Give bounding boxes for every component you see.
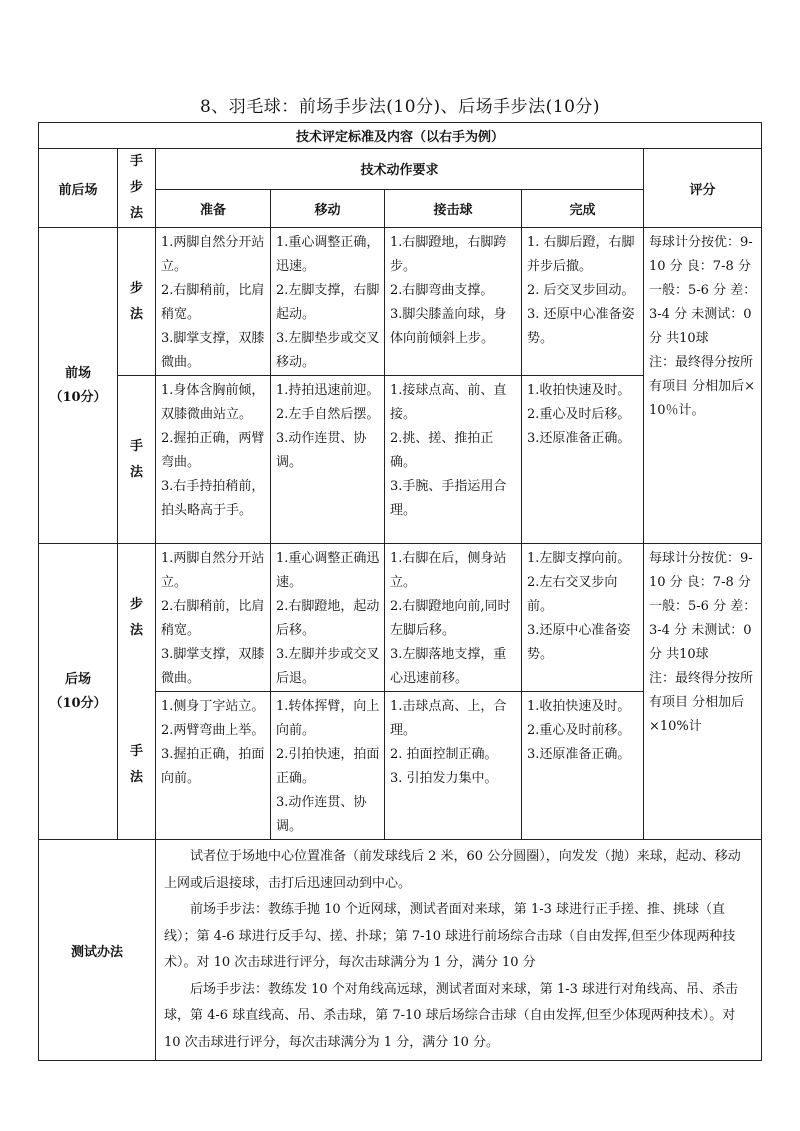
header-hand-foot: 手 步 法 [118,149,156,228]
back-hand-label: 手 法 [118,692,156,840]
front-step-finish: 1. 右脚后蹬，右脚并步后撤。 2. 后交叉步回动。 3. 还原中心准备姿势。 [522,228,644,376]
back-hand-hit: 1.击球点高、上，合理。 2. 拍面控制正确。 3. 引拍发力集中。 [385,692,522,840]
test-paragraph-general: 试者位于场地中心位置准备（前发球线后 2 米，60 公分圆圈），向发发（抛）来球，起动、移动上网或后退接球，击打后迅速回动到中心。 [164,849,741,891]
header-hit: 接击球 [385,189,522,227]
front-step-hit: 1.右脚蹬地，右脚跨步。 2.右脚弯曲支撑。 3.脚尖膝盖向球，身体向前倾斜上步。 [385,228,522,376]
header-prepare: 准备 [156,189,271,227]
test-method-text [156,840,762,1061]
back-step-prepare: 1.两脚自然分开站立。 2.右脚稍前，比肩稍宽。 3.脚掌支撑，双膝微曲。 [156,544,271,692]
front-step-move: 1.重心调整正确，迅速。 2.左脚支撑，右脚起动。 3.左脚垫步或交叉移动。 [271,228,385,376]
header-area: 前后场 [39,149,118,228]
header-score: 评分 [644,149,762,228]
front-hand-prepare: 1.身体含胸前倾，双膝微曲站立。 2.握拍正确，两臂弯曲。 3.右手持拍稍前，拍头略高于手。 [156,376,271,544]
front-hand-label: 手 法 [118,376,156,544]
front-step-label: 步 法 [118,228,156,376]
header-finish: 完成 [522,189,644,227]
back-hand-prepare: 1.侧身丁字站立。 2.两臂弯曲上举。 3.握拍正确，拍面向前。 [156,692,271,840]
back-step-finish: 1.左脚支撑向前。 2.左右交叉步向前。 3.还原中心准备姿势。 [522,544,644,692]
front-score: 每球计分按优：9-10 分 良：7-8 分 一般：5-6 分 差：3-4 分 未测试：0 分 共10球 注：最终得分按所有项目 分相加后× 10％计。 [644,228,762,544]
front-hand-hit: 1.接球点高、前、直接。 2.挑、搓、推拍正确。 3.手腕、手指运用合理。 [385,376,522,544]
test-paragraph-back: 后场手步法：教练发 10 个对角线高远球，测试者面对来球，第 1-3 球进行对角线高、吊、杀击球，第 4-6 球直线高、吊、杀击球，第 7-10 球后场综合击球（自由发挥,但至少体现两种技术）。对 10 次击球进行评分，每次击球满分为 1 分，满分 10 分。 [164,981,739,1050]
assessment-table [38,122,762,1061]
table-caption: 技术评定标准及内容（以右手为例） [39,123,762,149]
page-title: 8、羽毛球：前场手步法(10分)、后场手步法(10分) [199,97,601,117]
back-step-hit: 1.右脚在后，侧身站立。 2.右脚蹬地向前,同时左脚后移。 3.左脚落地支撑，重心迅速前移。 [385,544,522,692]
back-score: 每球计分按优：9-10 分 良：7-8 分 一般：5-6 分 差：3-4 分 未测试：0 分 共10球 注：最终得分按所有项目 分相加后×10%计 [644,544,762,840]
back-hand-finish: 1.收拍快速及时。 2.重心及时前移。 3.还原准备正确。 [522,692,644,840]
front-hand-finish: 1.收拍快速及时。 2.重心及时后移。 3.还原准备正确。 [522,376,644,544]
header-move: 移动 [271,189,385,227]
back-court-label: 后场 （10分） [39,544,118,840]
test-paragraph-front: 前场手步法：教练手抛 10 个近网球，测试者面对来球，第 1-3 球进行正手搓、推、挑球（直线）；第 4-6 球进行反手勾、搓、扑球；第 7-10 球进行前场综合击球（自由发挥,但至少体现两种技术）。对 10 次击球进行评分，每次击球满分为 1 分，满分 10 分 [164,902,736,970]
back-step-label: 步 法 [118,544,156,692]
front-step-prepare: 1.两脚自然分开站立。 2.右脚稍前，比肩稍宽。 3.脚掌支撑，双膝微曲。 [156,228,271,376]
test-method-label: 测试办法 [39,840,156,1061]
back-step-move: 1.重心调整正确迅速。 2.右脚蹬地，起动后移。 3.左脚并步或交叉后退。 [271,544,385,692]
front-court-label: 前场 （10分） [39,228,118,544]
front-hand-move: 1.持拍迅速前迎。 2.左手自然后摆。 3.动作连贯、协调。 [271,376,385,544]
back-hand-move: 1.转体挥臂，向上向前。 2.引拍快速，拍面正确。 3.动作连贯、协调。 [271,692,385,840]
header-tech-requirements: 技术动作要求 [156,149,644,190]
